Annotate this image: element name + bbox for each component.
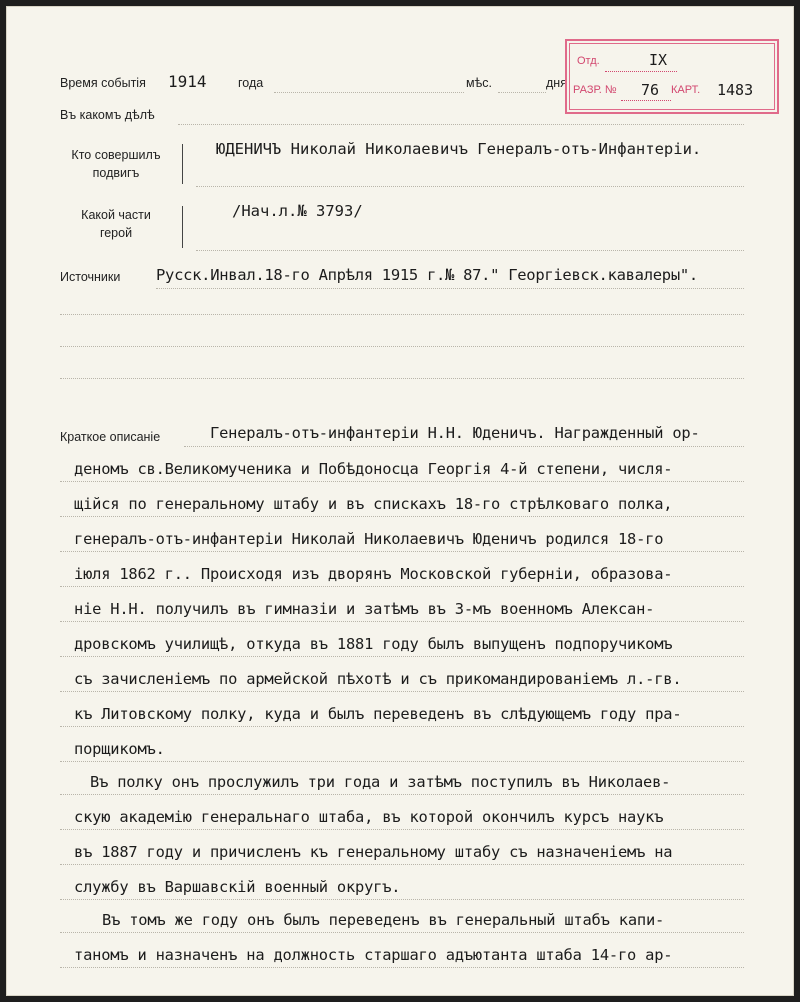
event-time-label: Время событія [60, 76, 146, 90]
sources-rule-3 [60, 346, 744, 347]
stamp-dept-rule [605, 71, 677, 72]
description-line: іюля 1862 г.. Происходя изъ дворянъ Московской губерніи, образова- [74, 565, 673, 583]
stamp-razr-value: 76 [641, 81, 660, 99]
desc-rule [60, 621, 744, 622]
description-line: ніе Н.Н. получилъ въ гимназіи и затѣмъ въ 3-мъ военномъ Алексан- [74, 600, 655, 618]
unit-rule [196, 250, 744, 251]
day-label: дня [546, 76, 567, 90]
case-label: Въ какомъ дѣлѣ [60, 108, 155, 122]
who-label-line1: Кто совершилъ [71, 148, 161, 162]
registry-stamp [565, 39, 779, 114]
description-line: съ зачисленіемъ по армейской пѣхотѣ и съ прикомандированіемъ л.-гв. [74, 670, 682, 688]
desc-rule [60, 829, 744, 830]
description-line: дровскомъ училищѣ, откуда въ 1881 году былъ выпущенъ подпоручикомъ [74, 635, 673, 653]
archive-card [6, 6, 794, 996]
stamp-razr-rule [621, 100, 671, 101]
description-line: скую академію генеральнаго штаба, въ которой окончилъ курсъ наукъ [74, 808, 664, 826]
description-line: генералъ-отъ-инфантеріи Николай Николаевичъ Юденичъ родился 18-го [74, 530, 664, 548]
description-line: щійся по генеральному штабу и въ спискахъ 18-го стрѣлковаго полка, [74, 495, 673, 513]
stamp-dept-value: IX [649, 51, 668, 69]
desc-rule [60, 932, 744, 933]
month-label: мѣс. [466, 76, 492, 90]
unit-label-line1: Какой части [81, 208, 151, 222]
desc-rule [60, 761, 744, 762]
unit-label-line2: герой [99, 226, 133, 240]
unit-bracket [182, 206, 183, 248]
desc-rule [60, 516, 744, 517]
desc-rule [60, 726, 744, 727]
desc-rule [184, 446, 744, 447]
desc-rule [60, 864, 744, 865]
description-line: Генералъ-отъ-инфантеріи Н.Н. Юденичъ. Награжденный ор- [210, 424, 700, 442]
who-label-line2: подвигъ [92, 166, 140, 180]
description-line: къ Литовскому полку, куда и былъ переведенъ въ слѣдующемъ году пра- [74, 705, 682, 723]
sources-rule-4 [60, 378, 744, 379]
year-word-label: года [238, 76, 264, 90]
stamp-razr-label: РАЗР. № [573, 84, 617, 96]
desc-rule [60, 586, 744, 587]
who-label [60, 146, 172, 182]
description-line: порщикомъ. [74, 740, 165, 758]
description-line: таномъ и назначенъ на должность старшаго адъютанта штаба 14-го ар- [74, 946, 673, 964]
desc-rule [60, 691, 744, 692]
description-line: службу въ Варшавскій военный округъ. [74, 878, 401, 896]
day-rule [498, 92, 546, 93]
case-rule [178, 124, 744, 125]
desc-rule [60, 794, 744, 795]
who-bracket [182, 144, 183, 184]
sources-rule-1 [156, 288, 744, 289]
description-line: деномъ св.Великомученика и Побѣдоносца Георгія 4-й степени, числя- [74, 460, 673, 478]
description-line: въ 1887 году и причисленъ къ генеральному штабу съ назначеніемъ на [74, 843, 673, 861]
description-line: Въ полку онъ прослужилъ три года и затѣмъ поступилъ въ Николаев- [90, 773, 671, 791]
description-line: Въ томъ же году онъ былъ переведенъ въ генеральный штабъ капи- [102, 911, 665, 929]
sources-value: Русск.Инвал.18-го Апрѣля 1915 г.№ 87." Георгіевск.кавалеры". [156, 266, 698, 284]
month-rule [274, 92, 464, 93]
unit-label [60, 206, 172, 242]
sources-rule-2 [60, 314, 744, 315]
desc-rule [60, 967, 744, 968]
stamp-kart-value: 1483 [717, 81, 754, 99]
desc-rule [60, 656, 744, 657]
stamp-kart-label: КАРТ. [671, 84, 701, 96]
description-label: Краткое описаніе [60, 430, 161, 444]
stamp-dept-label: Отд. [577, 55, 600, 67]
who-rule [196, 186, 744, 187]
unit-value: /Нач.л.№ 3793/ [232, 202, 363, 220]
who-value: ЮДЕНИЧЪ Николай Николаевичъ Генералъ-отъ-Инфантеріи. [216, 140, 702, 158]
event-year-value: 1914 [168, 72, 207, 91]
desc-rule [60, 551, 744, 552]
desc-rule [60, 481, 744, 482]
desc-rule [60, 899, 744, 900]
sources-label: Источники [60, 270, 121, 284]
